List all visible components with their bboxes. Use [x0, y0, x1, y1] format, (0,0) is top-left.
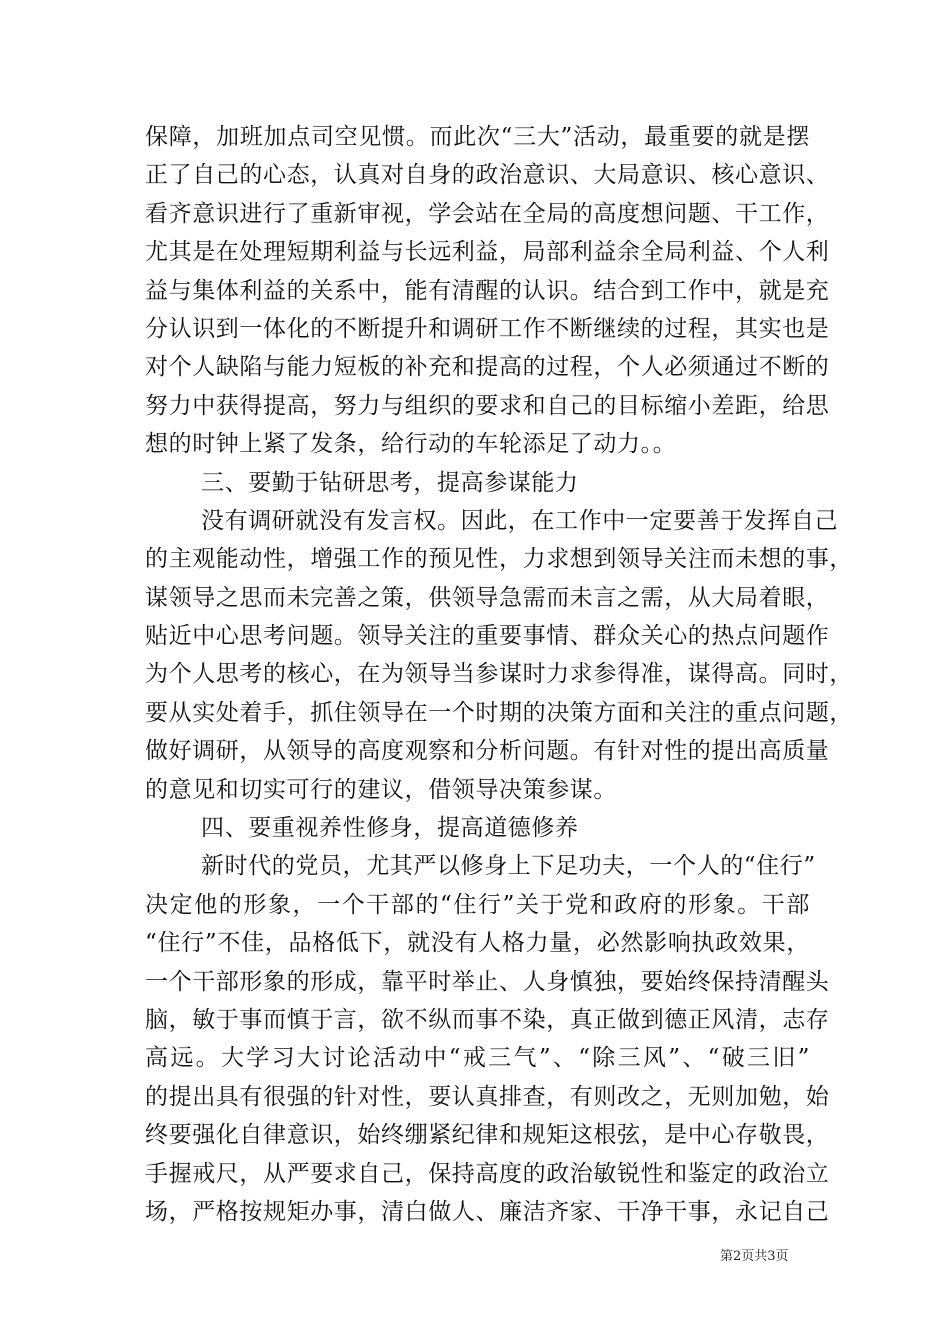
section-heading-3: 三、要勤于钻研思考，提高参谋能力	[201, 469, 579, 496]
text-line: 对个人缺陷与能力短板的补充和提高的过程，个人必须通过不断的	[145, 354, 830, 381]
text-line: 努力中获得提高，努力与组织的要求和自己的目标缩小差距，给思	[145, 392, 830, 419]
paragraph-first-line: 没有调研就没有发言权。因此，在工作中一定要善于发挥自己	[201, 507, 839, 534]
page-number-footer: 第2页共3页	[720, 1249, 789, 1264]
text-line: 尤其是在处理短期利益与长远利益，局部利益余全局利益、个人利	[145, 239, 830, 266]
text-line: 贴近中心思考问题。领导关注的重要事情、群众关心的热点问题作	[145, 623, 830, 650]
text-line: 的主观能动性，增强工作的预见性，力求想到领导关注而未想的事，	[145, 546, 853, 573]
paragraph-first-line: 新时代的党员，尤其严以修身上下足功夫，一个人的“住行”	[201, 853, 816, 880]
text-line: 做好调研，从领导的高度观察和分析问题。有针对性的提出高质量	[145, 738, 830, 765]
text-line: 手握戒尺，从严要求自己，保持高度的政治敏锐性和鉴定的政治立	[145, 1160, 830, 1187]
text-line: 分认识到一体化的不断提升和调研工作不断继续的过程，其实也是	[145, 315, 830, 342]
text-line: 益与集体利益的关系中，能有清醒的认识。结合到工作中，就是充	[145, 277, 830, 304]
text-line: 高远。大学习大讨论活动中“戒三气”、“除三风”、“破三旧”	[145, 1045, 810, 1072]
text-line: 看齐意识进行了重新审视，学会站在全局的高度想问题、干工作，	[145, 200, 830, 227]
text-line: 要从实处着手，抓住领导在一个时期的决策方面和关注的重点问题，	[145, 699, 853, 726]
paragraph-end-line: 想的时钟上紧了发条，给行动的车轮添足了动力。。	[145, 431, 677, 458]
text-line: 脑，敏于事而慎于言，欲不纵而事不染，真正做到德正风清，志存	[145, 1006, 830, 1033]
text-line: 终要强化自律意识，始终绷紧纪律和规矩这根弦，是中心存敬畏，	[145, 1122, 830, 1149]
text-line: 为个人思考的核心，在为领导当参谋时力求参得准，谋得高。同时，	[145, 661, 853, 688]
text-line: 保障，加班加点司空见惯。而此次“三大”活动，最重要的就是摆	[145, 124, 810, 150]
text-line: 一个干部形象的形成，靠平时举止、人身慎独，要始终保持清醒头	[145, 968, 830, 995]
text-line: 场，严格按规矩办事，清白做人、廉洁齐家、干净干事，永记自己	[145, 1198, 830, 1225]
text-line: 正了自己的心态，认真对自身的政治意识、大局意识、核心意识、	[145, 162, 830, 189]
text-line: 的提出具有很强的针对性，要认真排查，有则改之，无则加勉，始	[145, 1083, 830, 1110]
document-body	[145, 118, 853, 1231]
text-line: “住行”不佳，品格低下，就没有人格力量，必然影响执政效果，	[145, 930, 810, 957]
paragraph-end-line: 的意见和切实可行的建议，借领导决策参谋。	[145, 776, 617, 803]
text-line: 谋领导之思而未完善之策，供领导急需而未言之需，从大局着眼，	[145, 584, 830, 611]
text-line: 决定他的形象，一个干部的“住行”关于党和政府的形象。干部	[145, 891, 810, 918]
section-heading-4: 四、要重视养性修身，提高道德修养	[201, 815, 579, 842]
